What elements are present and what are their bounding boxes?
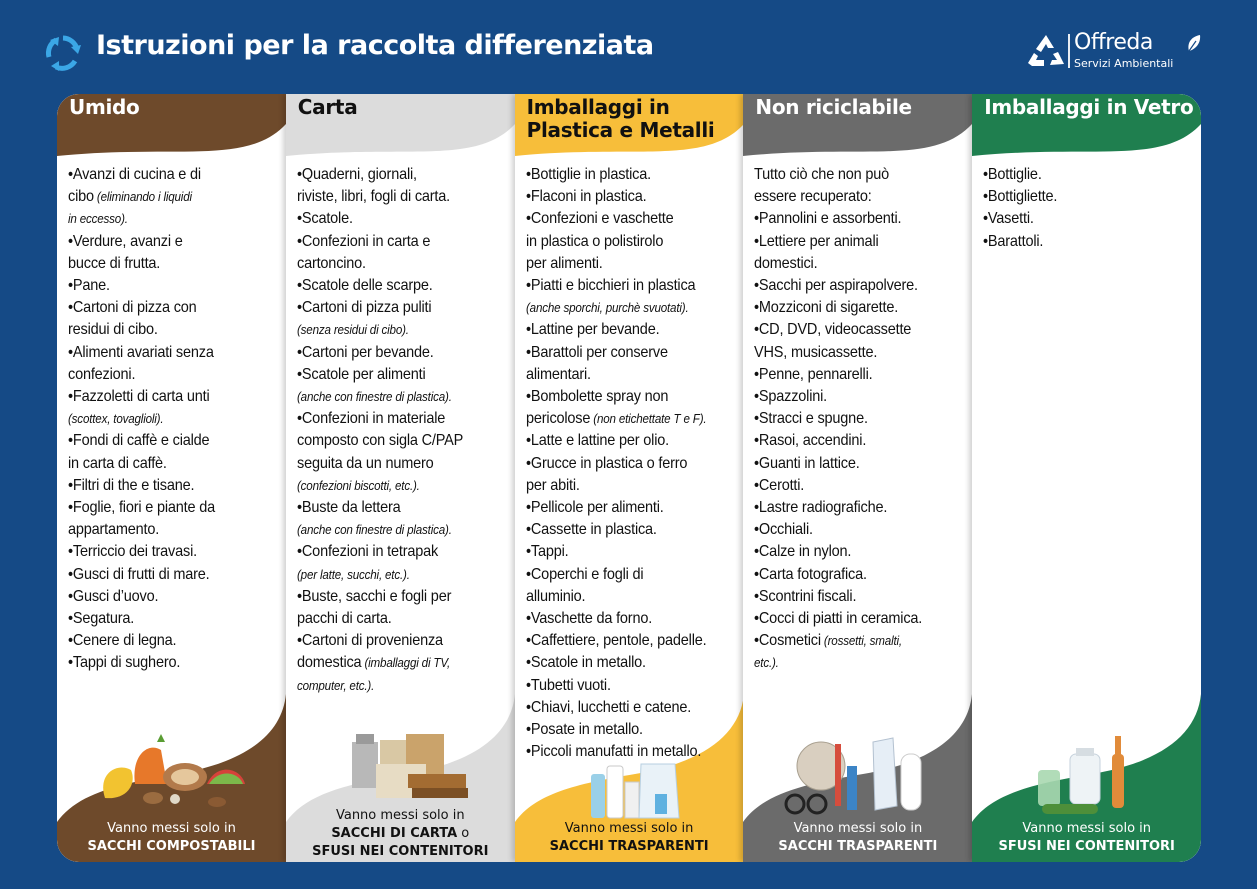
list-line	[754, 186, 968, 208]
list-line-text: Guanti in lattice.	[759, 454, 860, 472]
list-line-text: per alimenti.	[525, 254, 603, 272]
list-line-text: Cartoni di pizza puliti	[301, 299, 432, 317]
list-line-text: riviste, libri, fogli di carta.	[296, 188, 450, 206]
list-line-text: in plastica o polistirolo	[525, 232, 663, 250]
list-line	[526, 386, 740, 408]
column-non-riciclabile	[743, 94, 972, 862]
list-line-text: Buste da lettera	[301, 499, 401, 517]
list-line-text: Lastre radiografiche.	[759, 499, 888, 517]
column-plastica-metalli	[515, 94, 744, 862]
list-line-text: (anche con finestre di plastica).	[296, 523, 452, 538]
list-line-text: bucce di frutta.	[68, 254, 161, 272]
list-line	[68, 253, 269, 275]
list-line	[297, 564, 498, 586]
disposal-note	[515, 820, 744, 856]
list-line	[526, 297, 740, 319]
list-line-text: Rasoi, accendini.	[759, 432, 867, 450]
list-line-text: Bottigliette.	[988, 188, 1058, 206]
list-line-text: Avanzi di cucina e di	[72, 166, 201, 183]
list-line	[297, 453, 498, 475]
list-line-text: Cerotti.	[759, 476, 805, 494]
list-line-text: composto con sigla C/PAP	[296, 432, 463, 450]
brand-divider	[1068, 34, 1070, 68]
list-line-text: computer, etc.).	[296, 678, 374, 693]
list-line-text: (anche sporchi, purchè svuotati).	[525, 301, 689, 316]
recycle-arrows-icon	[44, 34, 82, 72]
waste-categories-board	[57, 94, 1201, 862]
list-line	[754, 164, 968, 186]
list-line	[526, 319, 740, 341]
list-line-text: Bottiglie in plastica.	[530, 166, 651, 183]
list-line	[754, 608, 968, 630]
list-line-text: Fazzoletti di carta unti	[72, 388, 210, 406]
list-line	[526, 364, 740, 386]
list-line	[526, 564, 740, 586]
list-line	[754, 253, 968, 275]
disposal-note	[743, 820, 972, 856]
list-line	[297, 541, 498, 563]
list-line-text: Scatole delle scarpe.	[301, 277, 433, 295]
list-line-text: Mozziconi di sigarette.	[759, 299, 899, 317]
list-line	[754, 319, 968, 341]
list-line-note: (non etichettate T e F).	[589, 412, 707, 427]
list-line	[68, 386, 269, 408]
item-list	[983, 164, 1184, 253]
disposal-note	[286, 807, 515, 861]
list-line	[297, 364, 498, 386]
list-line-text: Spazzolini.	[759, 388, 828, 406]
list-line-text: Cassette in plastica.	[530, 521, 657, 539]
list-line-text: confezioni.	[68, 365, 136, 383]
list-line	[754, 275, 968, 297]
list-line-text: Vasetti.	[988, 210, 1034, 228]
list-line-text: Foglie, fiori e piante da	[72, 499, 215, 517]
list-line-text: Alimenti avariati senza	[72, 343, 214, 361]
list-line-text: Grucce in plastica o ferro	[530, 454, 687, 472]
leaf-icon	[1186, 34, 1202, 54]
list-line	[297, 275, 498, 297]
list-line-text: Terriccio dei travasi.	[72, 543, 197, 561]
list-line	[68, 186, 269, 208]
list-line	[526, 253, 740, 275]
list-line	[68, 208, 269, 230]
list-line-text: residui di cibo.	[68, 321, 158, 339]
list-line-text: Caffettiere, pentole, padelle.	[530, 632, 707, 650]
list-line-text: Cartoni di pizza con	[72, 299, 197, 317]
list-line	[68, 342, 269, 364]
list-line	[68, 608, 269, 630]
disposal-note	[972, 820, 1201, 856]
list-line-text: Verdure, avanzi e	[72, 232, 183, 250]
list-line-text: Stracci e spugne.	[759, 410, 869, 428]
list-line-text: Piccoli manufatti in metallo.	[530, 743, 701, 761]
recycle-triangle-icon	[1026, 32, 1066, 72]
list-line-text: essere recuperato:	[754, 188, 872, 206]
list-line	[68, 430, 269, 452]
list-line	[68, 519, 269, 541]
list-line	[68, 586, 269, 608]
disposal-note	[57, 820, 286, 856]
list-line-text: Vaschette da forno.	[530, 610, 652, 628]
list-line-text: (anche con finestre di plastica).	[296, 390, 452, 405]
list-line	[297, 430, 498, 452]
item-list	[526, 164, 740, 763]
list-line	[526, 586, 740, 608]
list-line-text: Penne, pennarelli.	[759, 365, 873, 383]
list-line	[754, 519, 968, 541]
list-line-text: per abiti.	[525, 476, 580, 494]
list-line-text: Scatole.	[301, 210, 353, 228]
list-line-text: in eccesso).	[68, 212, 128, 227]
list-line-text: (senza residui di cibo).	[296, 323, 409, 338]
list-line	[526, 208, 740, 230]
list-line	[68, 497, 269, 519]
disposal-container: SFUSI NEI CONTENITORI	[998, 839, 1175, 854]
list-line	[754, 630, 968, 652]
list-line-text: Confezioni in carta e	[301, 232, 431, 250]
list-line-text: Confezioni in materiale	[301, 410, 445, 428]
list-line-text: Pellicole per alimenti.	[530, 499, 664, 517]
column-umido	[57, 94, 286, 862]
page-title: Istruzioni per la raccolta differenziata	[96, 30, 654, 61]
list-line-note: (eliminando i liquidi	[93, 190, 192, 205]
list-line	[526, 430, 740, 452]
list-line-text: (per latte, succhi, etc.).	[296, 567, 410, 582]
list-line	[68, 297, 269, 319]
list-line-text: Latte e lattine per olio.	[530, 432, 669, 450]
list-line	[68, 541, 269, 563]
list-line	[297, 652, 498, 674]
column-title: Umido	[69, 95, 140, 119]
list-line-text: Occhiali.	[759, 521, 814, 539]
list-line	[754, 652, 968, 674]
list-line	[526, 275, 740, 297]
list-line	[68, 475, 269, 497]
list-line	[297, 408, 498, 430]
list-line-text: Confezioni in tetrapak	[301, 543, 438, 561]
list-line	[983, 164, 1184, 186]
list-line-text: Chiavi, lucchetti e catene.	[530, 698, 691, 716]
list-line	[526, 719, 740, 741]
list-line	[297, 608, 498, 630]
list-line-text: Cosmetici	[759, 632, 822, 650]
list-line	[754, 386, 968, 408]
disposal-container-or: o	[457, 826, 470, 841]
list-line-text: Scatole per alimenti	[301, 365, 426, 383]
list-line	[297, 497, 498, 519]
list-line-text: Pannolini e assorbenti.	[759, 210, 902, 228]
list-line	[754, 364, 968, 386]
list-line-text: (scottex, tovaglioli).	[68, 412, 164, 427]
list-line	[754, 497, 968, 519]
list-line-text: Tappi di sughero.	[72, 654, 181, 672]
list-line-text: appartamento.	[68, 521, 160, 539]
list-line	[297, 208, 498, 230]
column-vetro	[972, 94, 1201, 862]
list-line-text: Filtri di the e tisane.	[72, 476, 195, 494]
list-line	[526, 231, 740, 253]
list-line	[526, 342, 740, 364]
disposal-note-intro: Vanno messi solo in	[793, 821, 923, 836]
list-line	[68, 319, 269, 341]
list-line	[297, 164, 498, 186]
disposal-note-intro: Vanno messi solo in	[1022, 821, 1152, 836]
list-line	[526, 608, 740, 630]
disposal-container: SACCHI TRASPARENTI	[778, 839, 938, 854]
list-line	[754, 453, 968, 475]
list-line	[297, 319, 498, 341]
column-carta	[286, 94, 515, 862]
column-title: Imballaggi in Vetro	[984, 95, 1194, 119]
list-line-text: cartoncino.	[296, 254, 366, 272]
list-line	[754, 231, 968, 253]
list-line-text: Cartoni per bevande.	[301, 343, 434, 361]
list-line	[526, 186, 740, 208]
list-line	[983, 186, 1184, 208]
list-line	[297, 231, 498, 253]
list-line-text: Piatti e bicchieri in plastica	[530, 277, 695, 295]
brand-name: Offreda	[1074, 30, 1153, 55]
list-line	[526, 630, 740, 652]
item-list	[68, 164, 269, 675]
list-line-text: Pane.	[72, 277, 110, 295]
list-line	[68, 275, 269, 297]
list-line	[526, 475, 740, 497]
list-line-note: (rossetti, smalti,	[821, 634, 903, 649]
list-line	[68, 364, 269, 386]
list-line-text: Coperchi e fogli di	[530, 565, 644, 583]
list-line	[68, 231, 269, 253]
list-line-text: in carta di caffè.	[68, 454, 167, 472]
list-line	[983, 208, 1184, 230]
list-line-text: Fondi di caffè e cialde	[72, 432, 210, 450]
list-line	[754, 297, 968, 319]
column-title: Non riciclabile	[755, 95, 912, 119]
list-line	[297, 342, 498, 364]
list-line	[754, 475, 968, 497]
list-line	[68, 564, 269, 586]
list-line	[297, 253, 498, 275]
disposal-note-intro: Vanno messi solo in	[564, 821, 694, 836]
list-line-text: Gusci d’uovo.	[72, 587, 159, 605]
list-line-text: seguita da un numero	[296, 454, 434, 472]
list-line-text: CD, DVD, videocassette	[759, 321, 912, 339]
list-line	[754, 586, 968, 608]
list-line	[526, 164, 740, 186]
list-line-text: Tubetti vuoti.	[530, 676, 611, 694]
list-line-text: domestici.	[754, 254, 818, 272]
list-line	[526, 652, 740, 674]
list-line	[297, 386, 498, 408]
list-line-text: pacchi di carta.	[296, 610, 392, 628]
disposal-container: SACCHI TRASPARENTI	[549, 839, 709, 854]
list-line	[754, 208, 968, 230]
list-line-text: Bombolette spray non	[530, 388, 668, 406]
disposal-container: SACCHI COMPOSTABILI	[87, 839, 256, 854]
list-line-text: Posate in metallo.	[530, 721, 643, 739]
list-line-text: Barattoli.	[988, 232, 1044, 250]
list-line-text: Sacchi per aspirapolvere.	[759, 277, 919, 295]
disposal-container-primary: SACCHI DI CARTA	[331, 826, 458, 841]
list-line-text: Carta fotografica.	[759, 565, 868, 583]
list-line-text: Cocci di piatti in ceramica.	[759, 610, 923, 628]
list-line-text: domestica	[296, 654, 362, 672]
column-title: Carta	[297, 95, 358, 119]
list-line	[68, 630, 269, 652]
list-line	[526, 741, 740, 763]
list-line-text: Bottiglie.	[988, 166, 1042, 183]
list-line	[297, 586, 498, 608]
list-line-text: Lettiere per animali	[759, 232, 879, 250]
list-line-text: Calze in nylon.	[759, 543, 852, 561]
list-line-text: pericolose	[525, 410, 590, 428]
list-line-text: Cenere di legna.	[72, 632, 177, 650]
list-line-text: Buste, sacchi e fogli per	[301, 587, 452, 605]
list-line	[526, 408, 740, 430]
disposal-note-intro: Vanno messi solo in	[107, 821, 236, 836]
list-line-text: (confezioni biscotti, etc.).	[296, 478, 420, 493]
list-line-text: Cartoni di provenienza	[301, 632, 443, 650]
item-list	[754, 164, 968, 675]
list-line	[68, 164, 269, 186]
list-line	[754, 408, 968, 430]
list-line-text: Scontrini fiscali.	[759, 587, 857, 605]
brand-subtitle: Servizi Ambientali	[1074, 57, 1174, 70]
list-line	[297, 675, 498, 697]
list-line-text: cibo	[68, 188, 94, 206]
disposal-container-alt: SFUSI NEI CONTENITORI	[312, 844, 489, 859]
plastic-waste-icon	[591, 764, 679, 818]
list-line	[526, 697, 740, 719]
item-list	[297, 164, 498, 697]
list-line-text: VHS, musicassette.	[754, 343, 878, 361]
list-line-text: alimentari.	[525, 365, 591, 383]
list-line	[297, 519, 498, 541]
list-line-text: Tappi.	[530, 543, 569, 561]
list-line-text: Lattine per bevande.	[530, 321, 660, 339]
list-line-text: Confezioni e vaschette	[530, 210, 674, 228]
brand-logo	[1026, 30, 1206, 74]
list-line	[297, 630, 498, 652]
list-line-text: etc.).	[754, 656, 780, 671]
list-line	[754, 430, 968, 452]
list-line-text: Scatole in metallo.	[530, 654, 646, 672]
list-line	[754, 541, 968, 563]
disposal-note-intro: Vanno messi solo in	[335, 808, 465, 823]
list-line	[754, 564, 968, 586]
list-line	[526, 541, 740, 563]
list-line-text: Tutto ciò che non può	[754, 166, 890, 183]
list-line-note: (imballaggi di TV,	[361, 656, 450, 671]
page-header	[0, 0, 1257, 90]
list-line-text: alluminio.	[525, 587, 585, 605]
list-line	[754, 342, 968, 364]
list-line	[297, 297, 498, 319]
column-title: Imballaggi in Plastica e Metalli	[526, 95, 715, 142]
list-line	[68, 408, 269, 430]
list-line-text: Gusci di frutti di mare.	[72, 565, 210, 583]
list-line	[983, 231, 1184, 253]
list-line	[526, 497, 740, 519]
list-line	[297, 186, 498, 208]
list-line	[526, 519, 740, 541]
list-line-text: Flaconi in plastica.	[530, 188, 647, 206]
list-line	[68, 453, 269, 475]
list-line	[526, 675, 740, 697]
list-line	[297, 475, 498, 497]
list-line	[526, 453, 740, 475]
list-line	[68, 652, 269, 674]
list-line-text: Quaderni, giornali,	[301, 166, 417, 183]
list-line-text: Barattoli per conserve	[530, 343, 668, 361]
disposal-container	[286, 825, 515, 843]
list-line-text: Segatura.	[72, 610, 135, 628]
